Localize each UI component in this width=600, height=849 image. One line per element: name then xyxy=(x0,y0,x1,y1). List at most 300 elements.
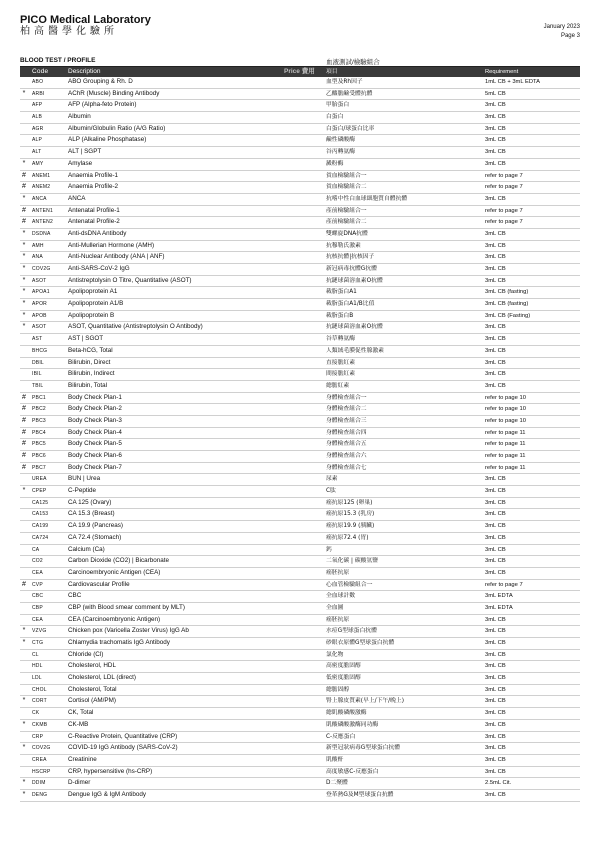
test-code: ALP xyxy=(32,137,43,144)
row-marker: * xyxy=(22,639,26,646)
table-row xyxy=(20,521,580,533)
specimen-requirement: 3mL CB xyxy=(485,277,506,284)
test-name-zh: 登革熱G及M型球蛋白抗體 xyxy=(326,791,394,798)
row-marker: * xyxy=(22,300,26,308)
table-row xyxy=(20,416,580,428)
specimen-requirement: 3mL CB xyxy=(485,791,506,798)
row-marker: * xyxy=(22,89,26,97)
specimen-requirement: refer to page 7 xyxy=(485,172,523,179)
row-marker: # xyxy=(22,452,26,459)
row-marker: * xyxy=(22,790,26,798)
specimen-requirement: 3mL CB (Fasting) xyxy=(485,312,531,319)
test-name-zh: 新冠病毒抗體G抗體 xyxy=(326,266,377,272)
specimen-requirement: 3mL CB xyxy=(485,336,506,343)
row-marker: # xyxy=(22,463,26,471)
specimen-requirement: 3mL CB xyxy=(485,534,506,541)
specimen-requirement: 3mL CB xyxy=(485,266,506,272)
table-row xyxy=(20,404,580,416)
test-description: Beta-hCG, Total xyxy=(68,346,113,354)
test-name-zh: 抗鏈球菌溶血素O抗體 xyxy=(326,324,383,331)
test-code: TBIL xyxy=(32,382,44,389)
test-name-zh: 身體檢查組合七 xyxy=(326,464,367,471)
test-code: AMH xyxy=(32,242,44,249)
table-row xyxy=(20,124,580,136)
specimen-requirement: 3mL CB xyxy=(485,102,506,109)
row-marker: * xyxy=(22,265,26,272)
test-code: CK xyxy=(32,710,40,717)
test-code: CO2 xyxy=(32,558,43,565)
specimen-requirement: 3mL CB (fasting) xyxy=(485,289,529,296)
test-description: Apolipoprotein A1/B xyxy=(68,300,124,308)
test-code: ANTEN1 xyxy=(32,207,53,214)
specimen-requirement: 3mL CB xyxy=(485,511,506,518)
test-code: CA125 xyxy=(32,499,49,506)
test-description: Anti-Nuclear Antibody (ANA | ANF) xyxy=(68,253,165,261)
test-description: Chicken pox (Varicella Zoster Virus) IgG Ab xyxy=(68,627,189,635)
test-description: Carbon Dioxide (CO2) | Bicarbonate xyxy=(68,557,170,565)
test-code: AST xyxy=(32,336,43,343)
test-name-zh: 身體檢查組合三 xyxy=(326,417,367,424)
test-name-zh: 間接膽紅素 xyxy=(326,371,355,378)
specimen-requirement: 3mL CB xyxy=(485,254,506,261)
test-name-zh: 直接膽紅素 xyxy=(326,359,355,366)
test-description: Bilirubin, Total xyxy=(68,381,108,389)
table-row xyxy=(20,77,580,89)
test-code: UREA xyxy=(32,476,47,483)
test-code: PBC6 xyxy=(32,453,46,459)
test-description: AChR (Muscle) Binding Antibody xyxy=(68,89,160,97)
test-name-zh: 癌抗原19.9 (胰臟) xyxy=(326,523,375,530)
table-row xyxy=(20,650,580,662)
row-marker: # xyxy=(22,440,26,448)
test-name-zh: 新型冠狀病毒G型球蛋白抗體 xyxy=(326,745,401,752)
test-code: ANEM1 xyxy=(32,172,51,179)
row-marker: * xyxy=(22,159,26,167)
specimen-requirement: 3mL CB xyxy=(485,382,506,389)
test-description: Antistreptolysin O Titre, Quantitative (ASOT) xyxy=(68,276,192,284)
table-row xyxy=(20,568,580,580)
test-code: PBC3 xyxy=(32,417,46,424)
specimen-requirement: refer to page 10 xyxy=(485,417,526,424)
row-marker: * xyxy=(22,720,26,728)
test-code: DENG xyxy=(32,791,48,798)
test-code: LDL xyxy=(32,675,42,682)
test-code: DBIL xyxy=(32,359,44,366)
test-name-zh: 谷丙轉氨酶 xyxy=(326,149,355,156)
test-name-zh: 肌酸酐 xyxy=(326,756,344,763)
specimen-requirement: 3mL CB xyxy=(485,745,506,752)
test-name-zh: 乙醯膽鹼受體抗體 xyxy=(326,90,373,97)
test-name-zh: 癌抗原72.4 (胃) xyxy=(326,534,369,541)
table-row xyxy=(20,591,580,603)
specimen-requirement: 3mL CB xyxy=(485,698,506,705)
specimen-requirement: refer to page 7 xyxy=(485,581,523,588)
table-row xyxy=(20,720,580,732)
table-row xyxy=(20,638,580,650)
test-code: AFP xyxy=(32,102,43,109)
table-row xyxy=(20,474,580,486)
test-name-zh: 肌酸磷酸激酶同功酶 xyxy=(326,721,379,728)
table-row xyxy=(20,217,580,229)
test-description: Anaemia Profile-1 xyxy=(68,171,119,179)
test-description: ANCA xyxy=(68,194,86,202)
specimen-requirement: 3mL CB xyxy=(485,756,506,763)
table-row xyxy=(20,732,580,744)
test-description: Apolipoprotein A1 xyxy=(68,288,118,296)
test-name-zh: 氯化物 xyxy=(326,651,344,658)
test-description: Chlamydia trachomatis IgG Antibody xyxy=(68,639,170,646)
test-name-zh: 低密度膽固醇 xyxy=(326,675,361,682)
test-description: Anti-Mullerian Hormone (AMH) xyxy=(68,241,155,249)
row-marker: # xyxy=(22,580,26,588)
row-marker: # xyxy=(22,416,26,424)
table-row xyxy=(20,299,580,311)
test-code: COV2G xyxy=(32,745,51,752)
test-name-zh: 谷草轉氨酶 xyxy=(326,336,355,343)
table-row xyxy=(20,206,580,218)
test-name-zh: 抗鏈球菌溶血素O抗體 xyxy=(326,277,383,284)
table-row xyxy=(20,661,580,673)
test-description: D-dimer xyxy=(68,779,91,787)
test-name-zh: 心血管檢驗組合一 xyxy=(326,581,373,588)
test-description: BUN | Urea xyxy=(68,475,101,483)
specimen-requirement: 3mL CB xyxy=(485,663,506,670)
test-description: Cholesterol, HDL xyxy=(68,662,116,670)
test-description: C-Peptide xyxy=(68,487,97,495)
row-marker: # xyxy=(22,393,26,401)
specimen-requirement: 3mL EDTA xyxy=(485,604,513,611)
test-code: COV2G xyxy=(32,266,51,272)
specimen-requirement: refer to page 7 xyxy=(485,207,523,214)
col-price: Price 費用 xyxy=(284,68,315,75)
specimen-requirement: 3mL CB xyxy=(485,160,506,167)
test-code: HDL xyxy=(32,663,43,670)
test-name-zh: 抗核抗體|抗核因子 xyxy=(326,254,375,261)
test-code: CORT xyxy=(32,698,47,705)
specimen-requirement: 3mL CB xyxy=(485,651,506,658)
row-marker: * xyxy=(22,253,26,261)
table-row xyxy=(20,463,580,475)
test-description: Chloride (Cl) xyxy=(68,650,104,658)
test-description: Calcium (Ca) xyxy=(68,545,105,553)
section-title-en: BLOOD TEST / PROFILE xyxy=(20,57,96,64)
table-row xyxy=(20,755,580,767)
test-name-zh: 總膽紅素 xyxy=(326,382,350,389)
test-name-zh: 高密度膽固醇 xyxy=(326,663,361,670)
test-description: Bilirubin, Direct xyxy=(68,358,111,366)
specimen-requirement: 3mL CB xyxy=(485,125,506,132)
test-description: CA 72.4 (Stomach) xyxy=(68,533,122,541)
table-row xyxy=(20,439,580,451)
specimen-requirement: 1mL CB + 3mL EDTA xyxy=(485,79,541,85)
test-code: CL xyxy=(32,651,39,658)
test-name-zh: 甲胎蛋白 xyxy=(326,102,350,109)
row-marker: # xyxy=(22,183,26,191)
test-code: ARBI xyxy=(32,90,45,97)
row-marker: # xyxy=(22,206,26,214)
table-row xyxy=(20,194,580,206)
test-description: Apolipoprotein B xyxy=(68,311,115,319)
test-code: CVP xyxy=(32,581,43,588)
row-marker: # xyxy=(22,428,26,436)
table-row xyxy=(20,580,580,592)
test-name-zh: 二氧化碳 | 碳酸氫鹽 xyxy=(326,558,379,565)
table-row xyxy=(20,498,580,510)
test-code: CRP xyxy=(32,733,44,740)
test-name-zh: 總肌酸磷酸激酶 xyxy=(326,710,367,717)
row-marker: * xyxy=(22,627,26,635)
row-marker: # xyxy=(22,171,26,179)
table-row xyxy=(20,147,580,159)
test-description: Body Check Plan-2 xyxy=(68,405,122,413)
row-marker: * xyxy=(22,229,26,237)
test-description: CBC xyxy=(68,592,82,600)
test-name-zh: 砂眼衣原體G型球蛋白抗體 xyxy=(326,640,395,646)
table-row xyxy=(20,171,580,183)
test-code: PBC4 xyxy=(32,429,46,436)
specimen-requirement: refer to page 10 xyxy=(485,406,526,413)
test-description: COVID-19 IgG Antibody (SARS-CoV-2) xyxy=(68,744,178,752)
test-name-zh: 抗穆勒氏激素 xyxy=(326,242,361,249)
specimen-requirement: 3mL CB xyxy=(485,137,506,144)
table-row xyxy=(20,556,580,568)
test-description: Anti-dsDNA Antibody xyxy=(68,229,127,237)
specimen-requirement: 3mL CB xyxy=(485,640,506,646)
test-code: IBIL xyxy=(32,371,42,378)
row-marker: * xyxy=(22,276,26,284)
test-code: ASOT xyxy=(32,324,47,331)
test-name-zh: 澱粉酶 xyxy=(326,160,344,167)
col-requirement: Requirement xyxy=(485,69,519,75)
col-code: Code xyxy=(32,68,49,75)
table-row xyxy=(20,486,580,498)
test-code: APOB xyxy=(32,312,47,319)
test-code: CPEP xyxy=(32,488,47,495)
test-code: VZVG xyxy=(32,628,47,635)
test-code: CEA xyxy=(32,569,43,576)
specimen-requirement: 3mL CB xyxy=(485,149,506,156)
specimen-requirement: 3mL CB xyxy=(485,628,506,635)
test-description: AFP (Alpha-feto Protein) xyxy=(68,101,137,109)
specimen-requirement: refer to page 10 xyxy=(485,394,526,401)
test-description: ASOT, Quantitative (Antistreptolysin O Antibody) xyxy=(68,323,203,331)
test-name-zh: 癌胚抗原 xyxy=(326,569,350,576)
test-description: Dengue IgG & IgM Antibody xyxy=(68,790,147,798)
table-row xyxy=(20,159,580,171)
test-description: CRP, hypersensitive (hs-CRP) xyxy=(68,767,153,775)
table-row xyxy=(20,696,580,708)
specimen-requirement: 3mL CB xyxy=(485,324,506,331)
lab-name-en: PICO Medical Laboratory xyxy=(20,14,151,26)
test-code: CA724 xyxy=(32,534,49,541)
test-name-zh: 產前檢驗組合二 xyxy=(326,219,367,226)
specimen-requirement: refer to page 11 xyxy=(485,429,526,436)
test-code: ASOT xyxy=(32,277,47,284)
test-code: DSDNA xyxy=(32,230,51,237)
test-code: APOA1 xyxy=(32,289,50,296)
test-description: ALP (Alkaline Phosphatase) xyxy=(68,136,147,144)
test-name-zh: C-反應蛋白 xyxy=(326,733,356,740)
table-row xyxy=(20,708,580,720)
test-description: Body Check Plan-7 xyxy=(68,463,122,471)
specimen-requirement: 3mL CB xyxy=(485,359,506,366)
specimen-requirement: 3mL CB xyxy=(485,686,506,693)
table-row xyxy=(20,287,580,299)
issue-date: January 2023 xyxy=(543,24,580,30)
test-name-zh: 抗嗜中性白血球細胞質自體抗體 xyxy=(326,195,408,202)
table-row xyxy=(20,346,580,358)
test-code: CA153 xyxy=(32,511,49,518)
table-row xyxy=(20,276,580,288)
row-marker: * xyxy=(22,779,26,787)
specimen-requirement: 3mL CB xyxy=(485,476,506,483)
row-marker: * xyxy=(22,697,26,705)
table-row xyxy=(20,100,580,112)
test-name-zh: 癌抗原15.3 (乳房) xyxy=(326,511,375,518)
test-code: CA xyxy=(32,546,40,553)
specimen-requirement: 5mL CB xyxy=(485,90,506,97)
row-marker: # xyxy=(22,405,26,413)
test-name-zh: 身體檢查組合一 xyxy=(326,394,367,401)
specimen-requirement: 3mL CB xyxy=(485,195,506,202)
test-name-zh: 身體檢查組合四 xyxy=(326,429,367,436)
test-code: BHCG xyxy=(32,347,48,354)
test-name-zh: 身體檢查組合六 xyxy=(326,453,367,459)
row-marker: # xyxy=(22,218,26,226)
test-name-zh: 高度敏感C-反應蛋白 xyxy=(326,768,379,775)
test-description: Antenatal Profile-1 xyxy=(68,206,120,214)
test-name-zh: 貧血檢驗組合一 xyxy=(326,172,367,179)
test-description: Body Check Plan-1 xyxy=(68,393,122,401)
test-name-zh: 鹼性磷酸酶 xyxy=(326,137,355,144)
test-name-zh: 載脂蛋白A1 xyxy=(326,289,357,296)
test-description: CA 15.3 (Breast) xyxy=(68,510,115,518)
test-code: PBC5 xyxy=(32,441,46,448)
table-body xyxy=(20,77,580,802)
table-row xyxy=(20,533,580,545)
test-name-zh: 載脂蛋白B xyxy=(326,312,354,319)
test-description: Carcinoembryonic Antigen (CEA) xyxy=(68,568,161,576)
table-row xyxy=(20,685,580,697)
test-name-zh: 身體檢查組合五 xyxy=(326,441,367,448)
test-code: AGR xyxy=(32,125,44,132)
table-row xyxy=(20,790,580,802)
specimen-requirement: refer to page 7 xyxy=(485,184,523,191)
table-row xyxy=(20,509,580,521)
test-description: Anti-SARS-CoV-2 IgG xyxy=(68,265,130,272)
page-number: Page 3 xyxy=(560,33,580,39)
test-description: Bilirubin, Indirect xyxy=(68,370,115,378)
test-code: ALT xyxy=(32,149,42,156)
test-name-zh: 人類絨毛膜促性腺激素 xyxy=(326,347,384,354)
row-marker: * xyxy=(22,323,26,331)
page-header xyxy=(20,14,580,38)
specimen-requirement: 3mL CB xyxy=(485,569,506,576)
specimen-requirement: 3mL CB xyxy=(485,242,506,249)
test-code: AMY xyxy=(32,160,44,167)
test-description: CK, Total xyxy=(68,709,94,717)
specimen-requirement: 3mL CB xyxy=(485,499,506,506)
row-marker: * xyxy=(22,241,26,249)
specimen-requirement: 2.5mL Cit. xyxy=(485,780,512,787)
test-code: CTG xyxy=(32,640,44,646)
table-row xyxy=(20,369,580,381)
test-description: Cardiovascular Profile xyxy=(68,580,130,588)
table-row xyxy=(20,626,580,638)
test-code: ABO xyxy=(32,79,44,85)
test-name-zh: 雙螺旋DNA抗體 xyxy=(326,230,368,237)
table-row xyxy=(20,252,580,264)
specimen-requirement: 3mL CB xyxy=(485,230,506,237)
row-marker: * xyxy=(22,487,26,495)
table-row xyxy=(20,451,580,463)
table-row xyxy=(20,673,580,685)
test-name-zh: 全血圖 xyxy=(326,604,344,611)
test-code: DDIM xyxy=(32,780,46,787)
section-title xyxy=(20,57,580,66)
test-code: ANTEN2 xyxy=(32,219,53,226)
test-code: CA199 xyxy=(32,523,49,530)
col-description: Description xyxy=(68,68,101,75)
specimen-requirement: 3mL CB xyxy=(485,114,506,121)
price-table xyxy=(20,57,580,802)
test-description: Antenatal Profile-2 xyxy=(68,218,120,226)
test-description: Albumin xyxy=(68,113,91,121)
test-name-zh: C肽 xyxy=(326,488,336,495)
specimen-requirement: 3mL CB xyxy=(485,523,506,530)
test-code: CHOL xyxy=(32,686,47,693)
test-description: Cholesterol, LDL (direct) xyxy=(68,674,137,682)
specimen-requirement: 3mL CB xyxy=(485,371,506,378)
test-code: ANA xyxy=(32,254,43,261)
test-description: CA 19.9 (Pancreas) xyxy=(68,522,123,530)
table-row xyxy=(20,393,580,405)
test-code: ANEM2 xyxy=(32,184,51,191)
table-row xyxy=(20,182,580,194)
test-description: Cortisol (AM/PM) xyxy=(68,697,116,705)
test-name-zh: 癌胚抗原 xyxy=(326,616,350,623)
test-description: CBP (with Blood smear comment by MLT) xyxy=(68,603,185,611)
test-code: CEA xyxy=(32,616,43,623)
row-marker: * xyxy=(22,288,26,296)
lab-name-zh: 柏高醫學化驗所 xyxy=(20,26,118,37)
test-code: PBC2 xyxy=(32,406,46,413)
specimen-requirement: 3mL CB xyxy=(485,347,506,354)
specimen-requirement: 3mL CB xyxy=(485,616,506,623)
table-row xyxy=(20,334,580,346)
test-description: CK-MB xyxy=(68,720,89,728)
test-description: Body Check Plan-3 xyxy=(68,416,122,424)
col-item: 項目 xyxy=(326,69,338,75)
test-name-zh: 腎上腺皮質素(早上/下午/晚上) xyxy=(326,698,404,705)
section-title-zh: 血液測試/檢驗組合 xyxy=(326,59,380,66)
test-description: AST | SGOT xyxy=(68,335,104,343)
table-row xyxy=(20,603,580,615)
table-row xyxy=(20,767,580,779)
table-row xyxy=(20,264,580,276)
test-description: Body Check Plan-6 xyxy=(68,452,122,459)
test-code: ANCA xyxy=(32,195,47,202)
test-name-zh: 血型及Rh因子 xyxy=(326,79,363,85)
table-row xyxy=(20,322,580,334)
test-code: CKMB xyxy=(32,721,48,728)
test-name-zh: 癌抗原125 (卵巢) xyxy=(326,499,373,506)
table-row xyxy=(20,358,580,370)
table-row xyxy=(20,615,580,627)
test-code: CBP xyxy=(32,604,43,611)
test-description: ALT | SGPT xyxy=(68,148,102,156)
test-name-zh: 鈣 xyxy=(326,546,332,553)
